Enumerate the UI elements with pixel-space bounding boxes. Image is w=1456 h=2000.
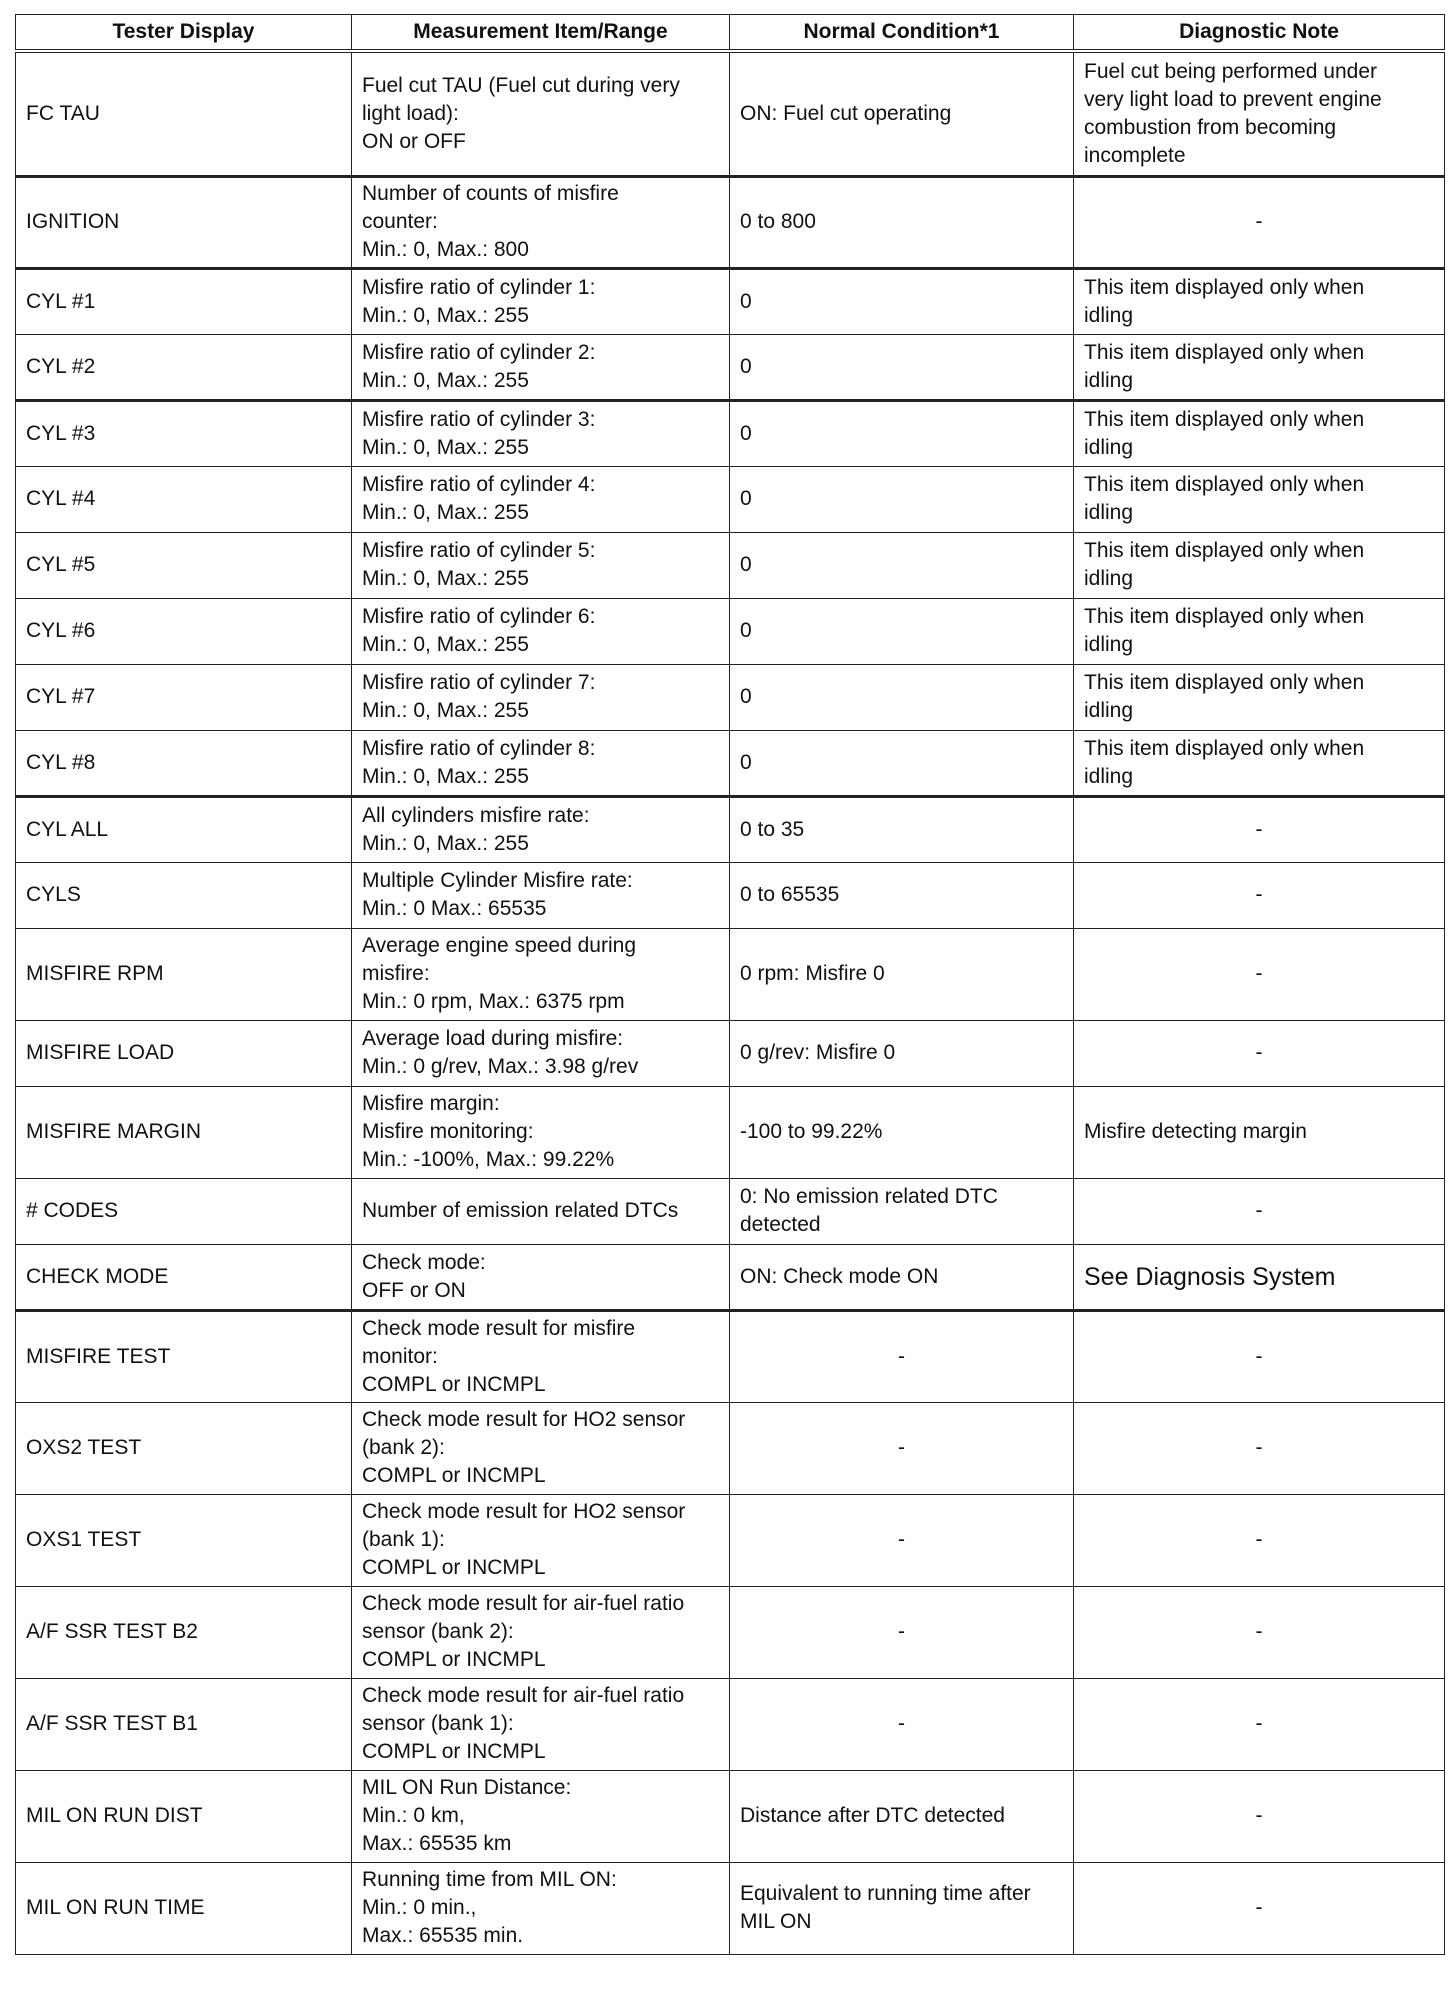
cell-tester-display: MISFIRE LOAD — [16, 1020, 352, 1086]
table-row — [16, 730, 1445, 796]
cell-normal-condition: - — [730, 1678, 1074, 1770]
cell-measurement-item: Running time from MIL ON: Min.: 0 min., Max.: 65535 min. — [352, 1862, 730, 1954]
table-row — [16, 1586, 1445, 1678]
table-row — [16, 466, 1445, 532]
tester-data-table — [15, 14, 1445, 1955]
cell-normal-condition: 0 to 65535 — [730, 862, 1074, 928]
cell-normal-condition: 0 — [730, 532, 1074, 598]
table-body — [16, 51, 1445, 1954]
cell-diagnostic-note: - — [1074, 928, 1445, 1020]
table-row — [16, 532, 1445, 598]
cell-tester-display: CYLS — [16, 862, 352, 928]
cell-measurement-item: Number of emission related DTCs — [352, 1178, 730, 1244]
cell-tester-display: A/F SSR TEST B2 — [16, 1586, 352, 1678]
cell-tester-display: CYL ALL — [16, 796, 352, 862]
cell-measurement-item: Check mode result for air-fuel ratio sensor (bank 2): COMPL or INCMPL — [352, 1586, 730, 1678]
cell-normal-condition: 0 — [730, 466, 1074, 532]
cell-diagnostic-note: This item displayed only when idling — [1074, 466, 1445, 532]
cell-measurement-item: Average engine speed during misfire: Min.: 0 rpm, Max.: 6375 rpm — [352, 928, 730, 1020]
cell-normal-condition: - — [730, 1494, 1074, 1586]
cell-measurement-item: All cylinders misfire rate: Min.: 0, Max.: 255 — [352, 796, 730, 862]
table-row — [16, 862, 1445, 928]
cell-normal-condition: -100 to 99.22% — [730, 1086, 1074, 1178]
table-row — [16, 1770, 1445, 1862]
cell-diagnostic-note: This item displayed only when idling — [1074, 532, 1445, 598]
cell-normal-condition: 0 g/rev: Misfire 0 — [730, 1020, 1074, 1086]
cell-normal-condition: 0 — [730, 400, 1074, 466]
data-table-container — [15, 14, 1444, 1955]
table-row — [16, 176, 1445, 268]
cell-diagnostic-note: This item displayed only when idling — [1074, 268, 1445, 334]
cell-normal-condition: 0 rpm: Misfire 0 — [730, 928, 1074, 1020]
table-row — [16, 664, 1445, 730]
cell-normal-condition: - — [730, 1586, 1074, 1678]
cell-tester-display: CYL #1 — [16, 268, 352, 334]
cell-tester-display: CYL #8 — [16, 730, 352, 796]
table-row — [16, 1310, 1445, 1402]
cell-diagnostic-note: - — [1074, 1494, 1445, 1586]
table-row — [16, 1020, 1445, 1086]
cell-normal-condition: ON: Check mode ON — [730, 1244, 1074, 1310]
table-row — [16, 598, 1445, 664]
cell-measurement-item: Misfire ratio of cylinder 4: Min.: 0, Max.: 255 — [352, 466, 730, 532]
cell-tester-display: MISFIRE MARGIN — [16, 1086, 352, 1178]
cell-tester-display: # CODES — [16, 1178, 352, 1244]
cell-diagnostic-note: - — [1074, 796, 1445, 862]
cell-measurement-item: Misfire ratio of cylinder 8: Min.: 0, Max.: 255 — [352, 730, 730, 796]
table-row — [16, 1086, 1445, 1178]
cell-diagnostic-note: - — [1074, 1678, 1445, 1770]
cell-normal-condition: 0 — [730, 268, 1074, 334]
cell-measurement-item: Check mode: OFF or ON — [352, 1244, 730, 1310]
cell-measurement-item: Misfire ratio of cylinder 5: Min.: 0, Max.: 255 — [352, 532, 730, 598]
cell-normal-condition: - — [730, 1402, 1074, 1494]
cell-tester-display: MISFIRE RPM — [16, 928, 352, 1020]
table-row — [16, 1678, 1445, 1770]
cell-normal-condition: 0 — [730, 598, 1074, 664]
cell-tester-display: A/F SSR TEST B1 — [16, 1678, 352, 1770]
table-row — [16, 1402, 1445, 1494]
cell-measurement-item: Misfire ratio of cylinder 6: Min.: 0, Max.: 255 — [352, 598, 730, 664]
table-row — [16, 1178, 1445, 1244]
cell-normal-condition: 0 — [730, 334, 1074, 400]
header-normal-condition: Normal Condition*1 — [730, 15, 1074, 52]
cell-normal-condition: Distance after DTC detected — [730, 1770, 1074, 1862]
cell-measurement-item: Misfire ratio of cylinder 7: Min.: 0, Max.: 255 — [352, 664, 730, 730]
table-row — [16, 1494, 1445, 1586]
cell-tester-display: MISFIRE TEST — [16, 1310, 352, 1402]
cell-tester-display: CYL #7 — [16, 664, 352, 730]
table-row — [16, 928, 1445, 1020]
cell-tester-display: MIL ON RUN TIME — [16, 1862, 352, 1954]
cell-diagnostic-note: Misfire detecting margin — [1074, 1086, 1445, 1178]
cell-diagnostic-note: This item displayed only when idling — [1074, 664, 1445, 730]
cell-measurement-item: Average load during misfire: Min.: 0 g/rev, Max.: 3.98 g/rev — [352, 1020, 730, 1086]
cell-tester-display: CYL #6 — [16, 598, 352, 664]
cell-diagnostic-note: - — [1074, 1020, 1445, 1086]
cell-measurement-item: Misfire margin: Misfire monitoring: Min.: -100%, Max.: 99.22% — [352, 1086, 730, 1178]
cell-measurement-item: Check mode result for misfire monitor: COMPL or INCMPL — [352, 1310, 730, 1402]
cell-normal-condition: 0: No emission related DTC detected — [730, 1178, 1074, 1244]
cell-tester-display: MIL ON RUN DIST — [16, 1770, 352, 1862]
cell-measurement-item: Check mode result for air-fuel ratio sensor (bank 1): COMPL or INCMPL — [352, 1678, 730, 1770]
table-row — [16, 796, 1445, 862]
table-header-row — [16, 15, 1445, 52]
cell-measurement-item: Fuel cut TAU (Fuel cut during very light load): ON or OFF — [352, 51, 730, 176]
cell-tester-display: CYL #3 — [16, 400, 352, 466]
cell-normal-condition: 0 — [730, 664, 1074, 730]
table-row — [16, 1244, 1445, 1310]
cell-normal-condition: 0 to 35 — [730, 796, 1074, 862]
cell-diagnostic-note: - — [1074, 1402, 1445, 1494]
cell-diagnostic-note: This item displayed only when idling — [1074, 334, 1445, 400]
cell-diagnostic-note: Fuel cut being performed under very light load to prevent engine combustion from becoming incomplete — [1074, 51, 1445, 176]
cell-tester-display: OXS2 TEST — [16, 1402, 352, 1494]
cell-tester-display: CYL #4 — [16, 466, 352, 532]
cell-diagnostic-note: - — [1074, 1862, 1445, 1954]
cell-tester-display: OXS1 TEST — [16, 1494, 352, 1586]
header-tester-display: Tester Display — [16, 15, 352, 52]
header-diagnostic-note: Diagnostic Note — [1074, 15, 1445, 52]
cell-tester-display: CYL #5 — [16, 532, 352, 598]
cell-measurement-item: Check mode result for HO2 sensor (bank 2): COMPL or INCMPL — [352, 1402, 730, 1494]
cell-diagnostic-note: - — [1074, 176, 1445, 268]
cell-tester-display: IGNITION — [16, 176, 352, 268]
table-row — [16, 400, 1445, 466]
cell-normal-condition: Equivalent to running time after MIL ON — [730, 1862, 1074, 1954]
cell-measurement-item: Check mode result for HO2 sensor (bank 1): COMPL or INCMPL — [352, 1494, 730, 1586]
cell-measurement-item: Number of counts of misfire counter: Min.: 0, Max.: 800 — [352, 176, 730, 268]
table-row — [16, 1862, 1445, 1954]
cell-tester-display: CHECK MODE — [16, 1244, 352, 1310]
cell-tester-display: FC TAU — [16, 51, 352, 176]
cell-diagnostic-note: This item displayed only when idling — [1074, 598, 1445, 664]
cell-diagnostic-note: - — [1074, 1310, 1445, 1402]
cell-measurement-item: Misfire ratio of cylinder 2: Min.: 0, Max.: 255 — [352, 334, 730, 400]
header-measurement-item: Measurement Item/Range — [352, 15, 730, 52]
cell-diagnostic-note: See Diagnosis System — [1074, 1244, 1445, 1310]
cell-measurement-item: Misfire ratio of cylinder 3: Min.: 0, Max.: 255 — [352, 400, 730, 466]
cell-normal-condition: 0 — [730, 730, 1074, 796]
cell-diagnostic-note: - — [1074, 1770, 1445, 1862]
cell-diagnostic-note: - — [1074, 1586, 1445, 1678]
cell-normal-condition: ON: Fuel cut operating — [730, 51, 1074, 176]
table-row — [16, 51, 1445, 176]
cell-diagnostic-note: This item displayed only when idling — [1074, 400, 1445, 466]
cell-normal-condition: 0 to 800 — [730, 176, 1074, 268]
cell-normal-condition: - — [730, 1310, 1074, 1402]
table-row — [16, 268, 1445, 334]
table-row — [16, 334, 1445, 400]
cell-measurement-item: Multiple Cylinder Misfire rate: Min.: 0 Max.: 65535 — [352, 862, 730, 928]
cell-diagnostic-note: - — [1074, 1178, 1445, 1244]
cell-measurement-item: MIL ON Run Distance: Min.: 0 km, Max.: 65535 km — [352, 1770, 730, 1862]
cell-tester-display: CYL #2 — [16, 334, 352, 400]
cell-measurement-item: Misfire ratio of cylinder 1: Min.: 0, Max.: 255 — [352, 268, 730, 334]
cell-diagnostic-note: - — [1074, 862, 1445, 928]
cell-diagnostic-note: This item displayed only when idling — [1074, 730, 1445, 796]
